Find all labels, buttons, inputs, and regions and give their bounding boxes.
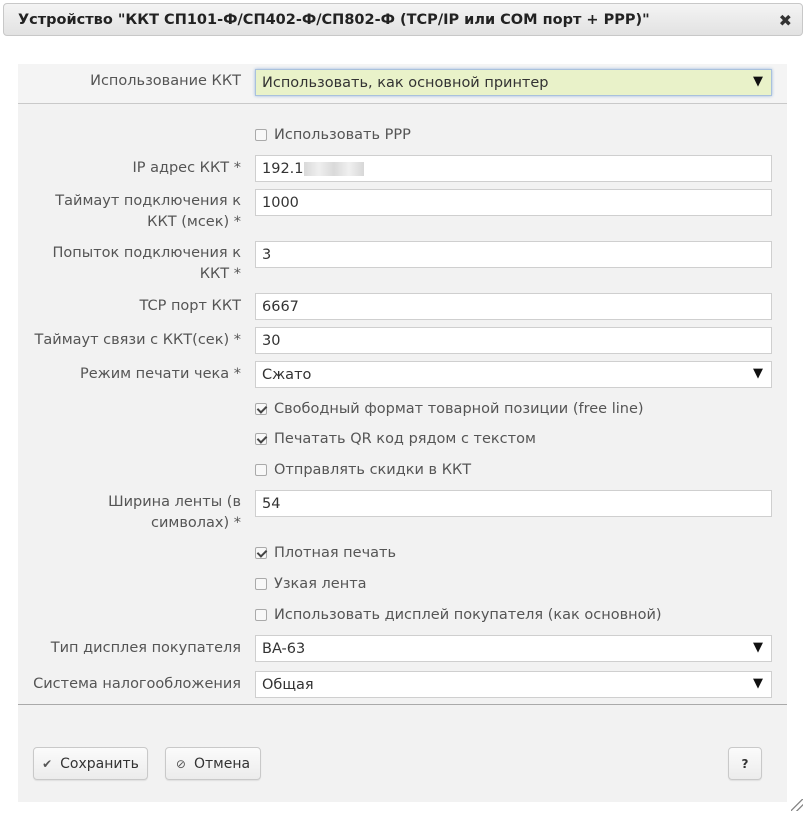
cancel-label: Отмена (193, 755, 251, 772)
dialog-footer (18, 724, 787, 802)
chevron-down-icon: ▼ (753, 640, 763, 655)
narrow-checkbox[interactable] (255, 578, 267, 590)
print-mode-select[interactable] (255, 361, 772, 388)
footer-divider (18, 704, 787, 705)
usage-select[interactable] (255, 69, 772, 96)
print-mode-value: Сжато (262, 367, 312, 383)
tape-width-input[interactable]: 54 (255, 490, 772, 517)
tax-system-label: Система налогообложения (33, 676, 241, 692)
dense-checkbox[interactable] (255, 547, 267, 559)
dense-label: Плотная печать (274, 545, 397, 561)
display-checkbox[interactable] (255, 609, 267, 621)
discounts-checkbox[interactable] (255, 464, 267, 476)
ppp-checkbox[interactable] (255, 129, 267, 141)
display-type-label: Тип дисплея покупателя (50, 640, 241, 656)
usage-label: Использование ККТ (90, 73, 241, 89)
usage-value: Использовать, как основной принтер (262, 75, 549, 91)
ip-input[interactable] (255, 155, 772, 182)
cancel-icon: ⊘ (175, 756, 186, 771)
discounts-label: Отправлять скидки в ККТ (274, 462, 472, 478)
usage-row (18, 64, 787, 104)
ip-value: 192.1 (262, 161, 304, 177)
save-label: Сохранить (60, 755, 139, 772)
tcp-port-label: TCP порт ККТ (139, 298, 241, 314)
qr-checkbox[interactable] (255, 433, 267, 445)
display-type-select[interactable] (255, 635, 772, 662)
save-button[interactable] (33, 747, 148, 780)
close-icon[interactable]: ✖ (778, 11, 792, 30)
dialog-titlebar[interactable] (3, 3, 803, 36)
qr-label: Печатать QR код рядом с текстом (274, 431, 536, 447)
dialog-title: Устройство "ККТ СП101-Ф/СП402-Ф/СП802-Ф (TCP/IP или COM порт + PPP)" (18, 11, 650, 28)
tax-system-select[interactable] (255, 671, 772, 698)
dense-checkbox-row[interactable] (255, 545, 396, 561)
ip-label: IP адрес ККТ * (132, 160, 241, 176)
tax-system-value: Общая (262, 677, 314, 693)
tape-width-label: Ширина ленты (в символах) * (108, 494, 241, 531)
chevron-down-icon: ▼ (753, 366, 763, 381)
conn-attempts-label: Попыток подключения к ККТ * (52, 245, 241, 282)
tcp-port-input[interactable]: 6667 (255, 293, 772, 320)
conn-attempts-input[interactable]: 3 (255, 241, 772, 268)
chevron-down-icon: ▼ (753, 676, 763, 691)
dialog-content (18, 64, 787, 802)
qr-checkbox-row[interactable] (255, 431, 536, 447)
ppp-label: Использовать PPP (274, 127, 411, 143)
help-button[interactable]: ? (728, 747, 762, 780)
display-type-value: BA-63 (262, 641, 306, 657)
link-timeout-input[interactable]: 30 (255, 327, 772, 354)
free-line-checkbox-row[interactable] (255, 401, 644, 417)
link-timeout-label: Таймаут связи с ККТ(сек) * (34, 332, 241, 348)
discounts-checkbox-row[interactable] (255, 462, 471, 478)
free-line-checkbox[interactable] (255, 403, 267, 415)
display-checkbox-row[interactable] (255, 607, 662, 623)
narrow-label: Узкая лента (274, 576, 367, 592)
conn-timeout-input[interactable]: 1000 (255, 189, 772, 216)
resize-handle-icon[interactable] (791, 799, 803, 811)
redacted-mask (304, 162, 364, 176)
checkmark-icon: ✔ (42, 756, 53, 771)
display-checkbox-label: Использовать дисплей покупателя (как основной) (274, 607, 662, 623)
ppp-checkbox-row[interactable] (255, 127, 411, 143)
chevron-down-icon: ▼ (753, 74, 763, 89)
print-mode-label: Режим печати чека * (79, 366, 241, 382)
conn-timeout-label: Таймаут подключения к ККТ (мсек) * (55, 193, 241, 230)
cancel-button[interactable] (165, 747, 261, 780)
free-line-label: Свободный формат товарной позиции (free line) (274, 401, 644, 417)
narrow-checkbox-row[interactable] (255, 576, 367, 592)
